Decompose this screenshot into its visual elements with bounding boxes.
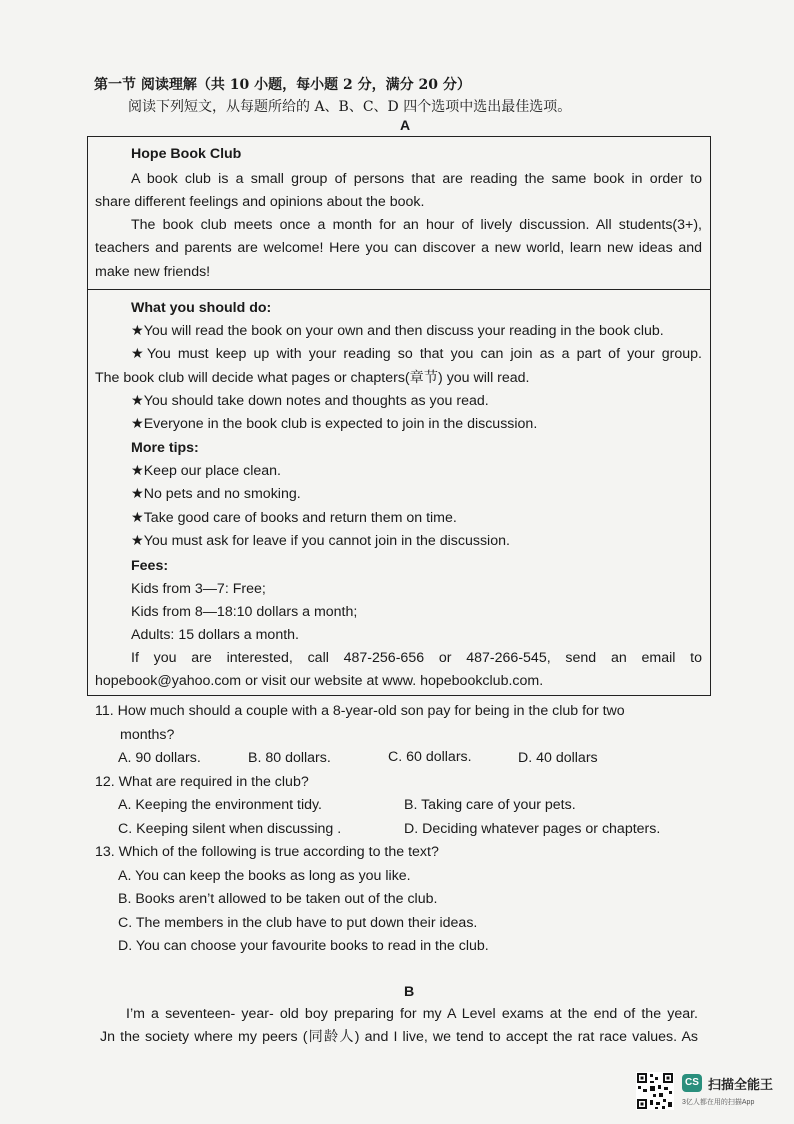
option-d[interactable]: D. Deciding whatever pages or chapters. — [404, 821, 661, 837]
tip-item: ★No pets and no smoking. — [131, 486, 301, 502]
question-stem: 12. What are required in the club? — [95, 774, 309, 790]
intro-line: A book club is a small group of persons that are reading the same book in order to — [131, 171, 702, 187]
tips-title: More tips: — [131, 440, 199, 456]
passage-b-line: I’m a seventeen- year- old boy preparing for my A Level exams at the end of the year. — [126, 1006, 698, 1022]
question-stem: months? — [120, 727, 175, 743]
should-do-title: What you should do: — [131, 300, 272, 316]
fees-title: Fees: — [131, 558, 169, 574]
option-d[interactable]: D. 40 dollars — [518, 750, 598, 766]
section-title: 第一节 阅读理解（共 10 小题，每小题 2 分，满分 20 分） — [94, 77, 471, 93]
tip-item: ★You must ask for leave if you cannot join in the discussion. — [131, 533, 510, 549]
intro-line: teachers and parents are welcome! Here you can discover a new world, learn new ideas and — [95, 240, 702, 256]
option-b[interactable]: B. 80 dollars. — [248, 750, 331, 766]
option-b[interactable]: B. Books aren’t allowed to be taken out of the club. — [118, 891, 438, 907]
instruction-text: 阅读下列短文，从每题所给的 A、B、C、D 四个选项中选出最佳选项。 — [128, 99, 572, 115]
qr-code-icon — [636, 1072, 674, 1110]
club-title: Hope Book Club — [131, 146, 242, 162]
question-stem: 13. Which of the following is true according to the text? — [95, 844, 439, 860]
intro-line: The book club meets once a month for an hour of lively discussion. All students(3+), — [131, 217, 702, 233]
contact-line: hopebook@yahoo.com or visit our website at www. hopebookclub.com. — [95, 673, 544, 689]
passage-a-letter: A — [400, 117, 411, 133]
option-c[interactable]: C. The members in the club have to put down their ideas. — [118, 915, 478, 931]
should-do-item: ★Everyone in the book club is expected to join in the discussion. — [131, 416, 538, 432]
tip-item: ★Keep our place clean. — [131, 463, 281, 479]
should-do-item: ★You must keep up with your reading so that you can join as a part of your group. — [131, 346, 702, 362]
intro-line: share different feelings and opinions about the book. — [95, 194, 425, 210]
passage-b-letter: B — [404, 984, 415, 1000]
option-c[interactable]: C. Keeping silent when discussing . — [118, 821, 342, 837]
option-c[interactable]: C. 60 dollars. — [388, 749, 472, 765]
contact-line: If you are interested, call 487-256-656 or 487-266-545, send an email to — [131, 650, 702, 666]
tip-item: ★Take good care of books and return them on time. — [131, 510, 457, 526]
should-do-item: ★You should take down notes and thoughts as you read. — [131, 393, 489, 409]
passage-b-line: Jn the society where my peers (同龄人) and I live, we tend to accept the rat race values. As — [100, 1029, 698, 1045]
intro-line: make new friends! — [95, 264, 211, 280]
option-d[interactable]: D. You can choose your favourite books to read in the club. — [118, 938, 489, 954]
fee-item: Kids from 8—18:10 dollars a month; — [131, 604, 358, 620]
option-a[interactable]: A. 90 dollars. — [118, 750, 201, 766]
passage-a-divider — [87, 289, 711, 290]
option-a[interactable]: A. Keeping the environment tidy. — [118, 797, 322, 813]
should-do-item: ★You will read the book on your own and then discuss your reading in the book club. — [131, 323, 664, 339]
option-b[interactable]: B. Taking care of your pets. — [404, 797, 576, 813]
question-stem: 11. How much should a couple with a 8-year-old son pay for being in the club for two — [95, 703, 625, 719]
footer-brand: 扫描全能王 — [708, 1077, 774, 1092]
fee-item: Adults: 15 dollars a month. — [131, 627, 299, 643]
option-a[interactable]: A. You can keep the books as long as you like. — [118, 868, 411, 884]
camscanner-logo-icon: CS — [682, 1074, 702, 1092]
footer-tagline: 3亿人都在用的扫描App — [682, 1099, 755, 1106]
fee-item: Kids from 3—7: Free; — [131, 581, 266, 597]
should-do-item: The book club will decide what pages or chapters(章节) you will read. — [95, 370, 530, 386]
